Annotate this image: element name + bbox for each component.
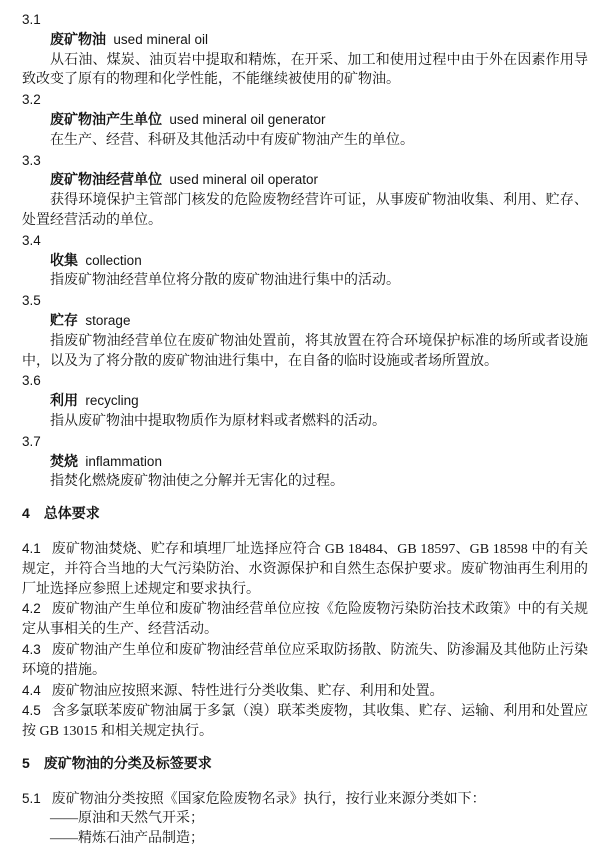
definition-paragraph: 指废矿物油经营单位将分散的废矿物油进行集中的活动。 <box>50 273 400 289</box>
clause-number: 3.3 <box>22 152 41 168</box>
clause-number: 3.5 <box>22 293 41 309</box>
term-english: storage <box>85 312 131 328</box>
clause-text: 含多氯联苯废矿物油属于多氯（溴）联苯类废物，其收集、贮存、运输、利用和处置应按 GB 13015 和相关规定执行。 <box>22 704 588 740</box>
term-chinese: 焚烧 <box>50 452 78 469</box>
term-english: used mineral oil generator <box>169 111 326 127</box>
term-english: used mineral oil <box>113 31 208 47</box>
numbered-clause <box>22 701 588 742</box>
definition-paragraph: 获得环境保护主管部门核发的危险废物经营许可证，从事废矿物油收集、利用、贮存、处置经营活动的单位。 <box>22 193 588 228</box>
term-definition <box>22 170 588 191</box>
clause-number: 3.4 <box>22 232 41 248</box>
clause-number: 3.1 <box>22 12 41 27</box>
dash-list-item <box>22 829 588 849</box>
term-chinese: 贮存 <box>50 311 78 328</box>
numbered-clause <box>22 599 588 640</box>
term-definition <box>22 311 588 332</box>
term-definition <box>22 452 588 473</box>
clause-text: 废矿物油产生单位和废矿物油经营单位应按《危险废物污染防治技术政策》中的有关规定从事相关的生产、经营活动。 <box>22 602 588 638</box>
dash-prefix: —— <box>50 811 78 827</box>
definition-paragraph: 从石油、煤炭、油页岩中提取和精炼，在开采、加工和使用过程中由于外在因素作用导致改变了原有的物理和化学性能，不能继续被使用的矿物油。 <box>22 52 588 88</box>
term-english: inflammation <box>85 453 162 469</box>
term-english: used mineral oil operator <box>169 172 319 188</box>
section-number: 5 <box>22 754 30 771</box>
clause-number-inline: 5.1 <box>22 790 41 806</box>
section-title: 总体要求 <box>43 505 100 522</box>
term-definition <box>22 391 588 412</box>
clause-number-inline: 4.1 <box>22 540 41 556</box>
numbered-clause <box>22 681 588 702</box>
list-item-text: 原油和天然气开采； <box>78 811 204 827</box>
document-content <box>22 10 588 849</box>
definition-paragraph: 在生产、经营、科研及其他活动中有废矿物油产生的单位。 <box>50 132 414 148</box>
term-chinese: 废矿物油产生单位 <box>50 110 162 127</box>
definition-paragraph: 指从废矿物油中提取物质作为原材料或者燃料的活动。 <box>50 413 386 429</box>
term-definition <box>22 251 588 272</box>
clause-number-inline: 4.3 <box>22 641 41 657</box>
clause-number-inline: 4.4 <box>22 682 41 698</box>
clause-text: 废矿物油应按照来源、特性进行分类收集、贮存、利用和处置。 <box>51 683 444 699</box>
definition-paragraph: 指废矿物油经营单位在废矿物油处置前，将其放置在符合环境保护标准的场所或者设施中，以及为了将分散的废矿物油进行集中，在自备的临时设施或者场所置放。 <box>22 333 588 369</box>
numbered-clause <box>22 539 588 599</box>
numbered-clause <box>22 789 588 810</box>
section-heading <box>22 504 588 524</box>
clause-number: 3.7 <box>22 433 41 449</box>
term-english: recycling <box>85 393 139 409</box>
term-chinese: 利用 <box>50 392 78 409</box>
term-definition <box>22 30 588 51</box>
term-english: collection <box>85 252 142 268</box>
numbered-clause <box>22 640 588 681</box>
term-chinese: 废矿物油经营单位 <box>50 171 162 188</box>
dash-list-item <box>22 809 588 829</box>
clause-text: 废矿物油焚烧、贮存和填埋厂址选择应符合 GB 18484、GB 18597、GB 18598 中的有关规定，并符合当地的大气污染防治、水资源保护和自然生态保护要求。废矿物油再生利用的厂址选择应参照上述规定和要求执行。 <box>22 541 588 597</box>
clause-number: 3.2 <box>22 92 41 108</box>
clause-text: 废矿物油产生单位和废矿物油经营单位应采取防扬散、防流失、防渗漏及其他防止污染环境的措施。 <box>22 642 588 678</box>
section-number: 4 <box>22 505 30 522</box>
clause-number: 3.6 <box>22 373 41 389</box>
list-item-text: 精炼石油产品制造； <box>78 831 204 847</box>
term-chinese: 收集 <box>50 251 78 268</box>
dash-prefix: —— <box>50 831 78 847</box>
clause-number-inline: 4.5 <box>22 703 41 719</box>
section-heading <box>22 754 588 774</box>
clause-text: 废矿物油分类按照《国家危险废物名录》执行，按行业来源分类如下： <box>51 791 486 807</box>
term-chinese: 废矿物油 <box>50 30 106 47</box>
definition-paragraph: 指焚化燃烧废矿物油使之分解并无害化的过程。 <box>50 474 344 490</box>
section-title: 废矿物油的分类及标签要求 <box>43 754 212 771</box>
term-definition <box>22 110 588 131</box>
clause-number-inline: 4.2 <box>22 601 41 617</box>
